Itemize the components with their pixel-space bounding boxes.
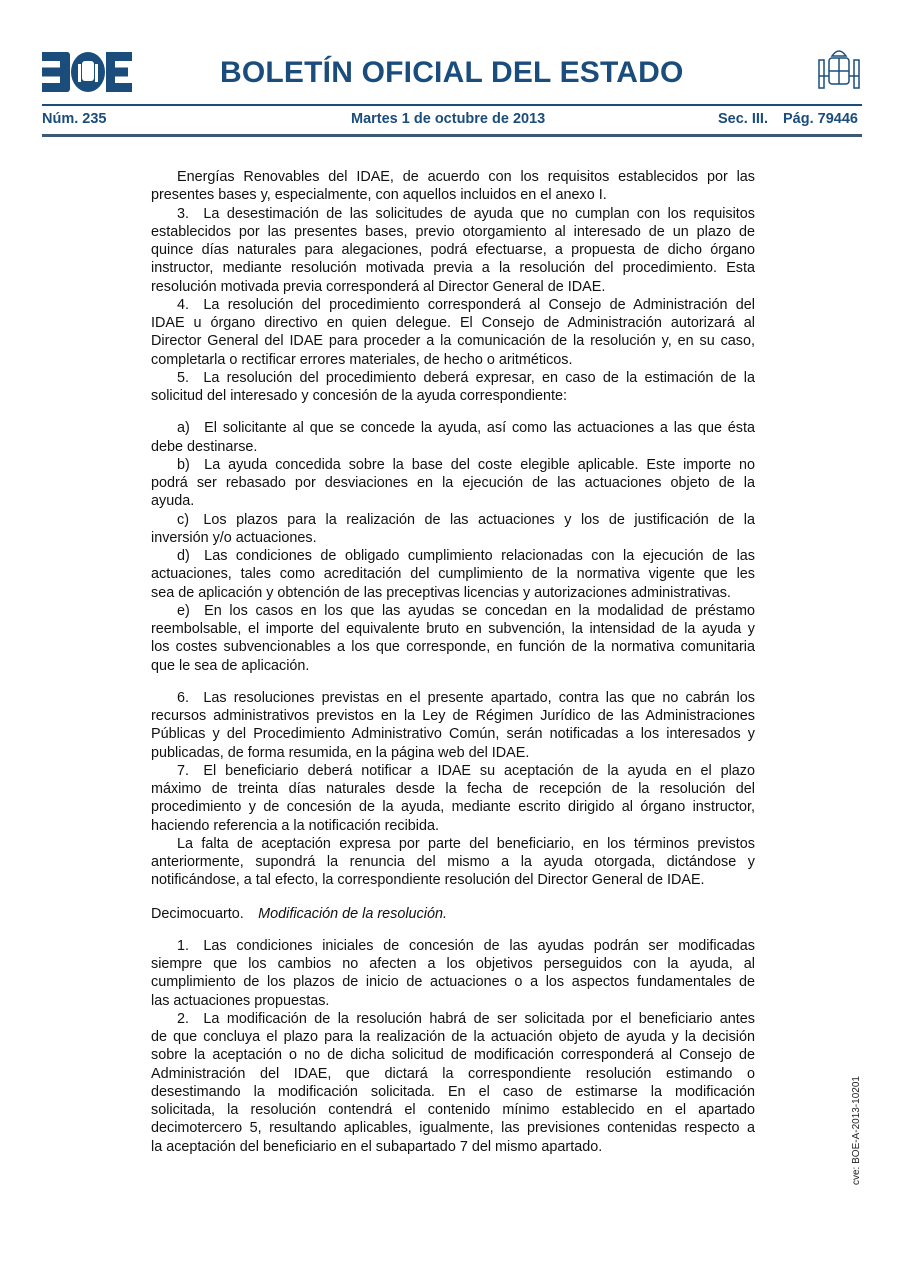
text-line: notificándose, a tal efecto, la correspondiente resolución del Director General de IDAE. (151, 872, 705, 889)
text-line: procedimiento y de concesión de la ayuda, mediante escrito dirigido al órgano instructor, (151, 799, 755, 816)
issue-number: Núm. 235 (42, 111, 107, 127)
text-line: debe destinarse. (151, 438, 258, 455)
text-line: sobre la aceptación o no de dicha solicitud de modificación corresponderá al Consejo de (151, 1047, 755, 1064)
text-line: inversión y/o actuaciones. (151, 529, 317, 546)
text-line: b) La ayuda concedida sobre la base del coste elegible aplicable. Este importe no (177, 456, 755, 473)
text-line: Administración del IDAE, que dictará la correspondiente resolución estimando o (151, 1065, 755, 1082)
spacer (151, 675, 755, 689)
text-line: la aceptación del beneficiario en el subapartado 7 del mismo apartado. (151, 1138, 603, 1155)
text-line: completarla o rectificar errores materiales, de hecho o aritméticos. (151, 351, 573, 368)
paragraph (151, 369, 755, 406)
text-line: recursos administrativos previstos en la Ley de Régimen Jurídico de las Administraciones (151, 708, 755, 724)
paragraph (151, 1010, 755, 1156)
paragraph (151, 511, 755, 548)
text-line: de que concluya el plazo para la realización de la actuación objeto de ayuda y la decisión (151, 1029, 755, 1045)
text-line: Director General del IDAE para proceder a la comunicación de la resolución y, en su caso, (151, 333, 755, 350)
paragraph (151, 689, 755, 762)
text-line: c) Los plazos para la realización de las actuaciones y los de justificación de la (177, 511, 755, 528)
paragraph (151, 602, 755, 675)
paragraph (151, 168, 755, 205)
text-line: Energías Renovables del IDAE, de acuerdo con los requisitos establecidos por las (177, 169, 755, 185)
text-line: que le sea de aplicación. (151, 657, 310, 674)
paragraph (151, 296, 755, 369)
text-line: decimotercero 5, resultando aplicables, igualmente, las previsiones contenidas respecto a (151, 1120, 755, 1137)
text-line: presentes bases y, especialmente, con aquellos incluidos en el anexo I. (151, 187, 607, 204)
text-line: IDAE u órgano directivo en quien delegue. El Consejo de Administración autorizará al (151, 315, 755, 331)
text-line: máximo de treinta días naturales desde la fecha de recepción de la resolución del (151, 781, 755, 797)
text-line: reembolsable, el importe del equivalente bruto en subvención, la intensidad de la ayuda y (151, 621, 755, 637)
spacer (151, 923, 755, 937)
text-line: anteriormente, supondrá la renuncia del mismo a la ayuda otorgada, dictándose y (151, 854, 755, 870)
text-line: Públicas y del Procedimiento Administrativo Común, serán notificadas a los interesados y (151, 726, 755, 743)
text-line: desestimando la modificación solicitada. En el caso de estimarse la modificación (151, 1083, 755, 1100)
text-line: las actuaciones propuestas. (151, 992, 330, 1009)
paragraph (151, 835, 755, 890)
text-line: podrá ser rebasado por desviaciones en la ejecución de las actuaciones objeto de la (151, 475, 755, 491)
text-line: establecidos por las presentes bases, previo otorgamiento al interesado de un plazo de (151, 223, 755, 240)
document-body (151, 168, 755, 1156)
text-line: e) En los casos en los que las ayudas se concedan en la modalidad de préstamo (177, 602, 755, 619)
text-line: 7. El beneficiario deberá notificar a IDAE su aceptación de la ayuda en el plazo (177, 762, 755, 779)
text-line: resolución motivada previa corresponderá al Director General de IDAE. (151, 278, 606, 295)
text-line: los costes subvencionables a los que corresponde, en función de la normativa comunitaria (151, 639, 755, 656)
paragraph (151, 419, 755, 456)
section-heading (151, 905, 755, 923)
text-line: siempre que los cambios no afecten a los objetivos perseguidos con la ayuda, al (151, 956, 755, 972)
spacer (151, 405, 755, 419)
text-line: a) El solicitante al que se concede la ayuda, así como las actuaciones a las que ésta (177, 420, 755, 437)
text-line: instructor, mediante resolución motivada previa a la resolución del procedimiento. Esta (151, 260, 755, 277)
page-title: BOLETÍN OFICIAL DEL ESTADO (220, 56, 684, 89)
paragraph (151, 937, 755, 1010)
paragraph (151, 762, 755, 835)
text-line: 3. La desestimación de las solicitudes de ayuda que no cumplan con los requisitos (177, 205, 755, 222)
paragraph (151, 456, 755, 511)
text-line: actuaciones, tales como acreditación del cumplimiento de la normativa vigente que les (151, 566, 755, 583)
text-line: publicadas, de forma resumida, en la página web del IDAE. (151, 744, 530, 761)
heading-label: Decimocuarto. (151, 905, 244, 922)
section: Sec. III. (718, 111, 768, 127)
text-line: ayuda. (151, 493, 195, 510)
spacer (151, 890, 755, 905)
text-line: La falta de aceptación expresa por parte del beneficiario, en los términos previstos (177, 835, 755, 852)
text-line: 2. La modificación de la resolución habrá de ser solicitada por el beneficiario antes (177, 1010, 755, 1027)
paragraph (151, 547, 755, 602)
text-line: solicitada, la resolución contendrá el contenido mínimo establecido en el apartado (151, 1102, 755, 1118)
text-line: 6. Las resoluciones previstas en el presente apartado, contra las que no cabrán los (177, 689, 755, 706)
boe-logo (42, 52, 134, 92)
text-line: sea de aplicación y obtención de las preceptivas licencias y autorizaciones administrativas. (151, 584, 731, 601)
text-line: cumplimiento de los plazos de inicio de actuaciones o a los aspectos fundamentales de (151, 974, 755, 991)
page-number: Pág. 79446 (783, 111, 858, 127)
header-rule (42, 104, 862, 106)
text-line: 5. La resolución del procedimiento deberá expresar, en caso de la estimación de la (177, 369, 755, 386)
coat-of-arms-icon (815, 46, 863, 96)
issue-date: Martes 1 de octubre de 2013 (351, 111, 546, 127)
text-line: quince días naturales para alegaciones, podrá efectuarse, a propuesta de dicho órgano (151, 242, 755, 258)
text-line: solicitud del interesado y concesión de la ayuda correspondiente: (151, 388, 567, 404)
text-line: d) Las condiciones de obligado cumplimiento relacionadas con la ejecución de las (177, 548, 755, 564)
header-rule-bottom (42, 134, 862, 137)
text-line: 1. Las condiciones iniciales de concesión de las ayudas podrán ser modificadas (177, 937, 755, 954)
paragraph (151, 205, 755, 296)
cve-code: cve: BOE-A-2013-10201 (851, 1076, 862, 1185)
text-line: 4. La resolución del procedimiento corresponderá al Consejo de Administración del (177, 296, 755, 313)
text-line: haciendo referencia a la notificación recibida. (151, 817, 439, 834)
heading-title: Modificación de la resolución. (258, 905, 447, 922)
